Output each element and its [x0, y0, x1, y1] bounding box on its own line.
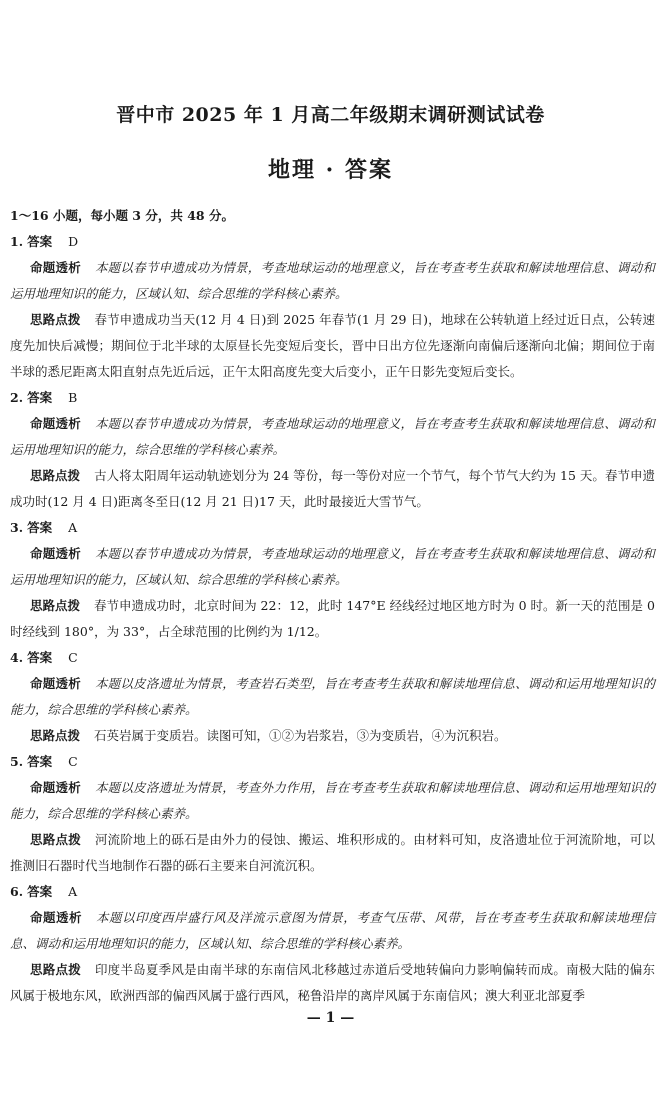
- question-list: [10, 229, 655, 1009]
- answer-option: D: [68, 234, 79, 249]
- hint-label: 思路点拨: [30, 312, 81, 327]
- hint-block: [10, 827, 655, 879]
- answer-label: 答案: [27, 234, 53, 249]
- answer-label: 答案: [27, 754, 53, 769]
- hint-text: 河流阶地上的砾石是由外力的侵蚀、搬运、堆积形成的。由材料可知，皮洛遗址位于河流阶地，可以推测旧石器时代当地制作石器的砾石主要来自河流沉积。: [10, 832, 655, 873]
- hint-text: 春节申遗成功当天(12 月 4 日)到 2025 年春节(1 月 29 日)，地球在公转轨道上经过近日点，公转速度先加快后减慢；期间位于北半球的太原昼长先变短后变长，晋中日出方位先逐渐向南偏后逐渐向北偏；期间位于南半球的悉尼距离太阳直射点先近后远，正午太阳高度先变大后变小，正午日影先变短后变长。: [10, 312, 655, 379]
- analysis-label: 命题透析: [30, 260, 81, 275]
- answer-line: [10, 645, 655, 671]
- analysis-text: 本题以皮洛遗址为情景，考查岩石类型，旨在考查考生获取和解读地理信息、调动和运用地理知识的能力，综合思维的学科核心素养。: [10, 676, 655, 717]
- hint-label: 思路点拨: [30, 468, 81, 483]
- answer-label: 答案: [27, 520, 53, 535]
- answer-line: [10, 879, 655, 905]
- answer-line: [10, 515, 655, 541]
- answer-line: [10, 229, 655, 255]
- hint-block: [10, 463, 655, 515]
- hint-label: 思路点拨: [30, 598, 81, 613]
- answer-label: 答案: [27, 650, 53, 665]
- answer-option: A: [68, 520, 78, 535]
- question-number: 4.: [10, 650, 24, 665]
- hint-text: 古人将太阳周年运动轨迹划分为 24 等份，每一等份对应一个节气，每个节气大约为 15 天。春节申遗成功时(12 月 4 日)距离冬至日(12 月 21 日)17 天，此时最接近大雪节气。: [10, 468, 655, 509]
- answer-option: A: [68, 884, 78, 899]
- answer-label: 答案: [27, 390, 53, 405]
- question-item: [10, 879, 655, 1009]
- question-item: [10, 749, 655, 879]
- question-item: [10, 229, 655, 385]
- analysis-label: 命题透析: [30, 416, 81, 431]
- hint-text: 春节申遗成功时，北京时间为 22：12，此时 147°E 经线经过地区地方时为 0 时。新一天的范围是 0 时经线到 180°，为 33°，占全球范围的比例约为 1/12。: [10, 598, 655, 639]
- analysis-label: 命题透析: [30, 910, 83, 925]
- analysis-label: 命题透析: [30, 780, 81, 795]
- answer-option: C: [68, 754, 78, 769]
- question-item: [10, 385, 655, 515]
- page-subtitle: 地理 · 答案: [268, 157, 393, 183]
- question-number: 3.: [10, 520, 24, 535]
- question-item: [10, 645, 655, 749]
- hint-block: [10, 957, 655, 1009]
- hint-label: 思路点拨: [30, 728, 81, 743]
- hint-label: 思路点拨: [30, 962, 81, 977]
- analysis-label: 命题透析: [30, 676, 81, 691]
- hint-label: 思路点拨: [30, 832, 81, 847]
- analysis-text: 本题以皮洛遗址为情景，考查外力作用，旨在考查考生获取和解读地理信息、调动和运用地理知识的能力，综合思维的学科核心素养。: [10, 780, 655, 821]
- answer-option: B: [68, 390, 78, 405]
- hint-block: [10, 307, 655, 385]
- answer-label: 答案: [27, 884, 53, 899]
- question-number: 6.: [10, 884, 24, 899]
- analysis-label: 命题透析: [30, 546, 81, 561]
- answer-content: [10, 203, 655, 1009]
- analysis-text: 本题以春节申遗成功为情景，考查地球运动的地理意义，旨在考查考生获取和解读地理信息、调动和运用地理知识的能力，区域认知、综合思维的学科核心素养。: [10, 260, 655, 301]
- question-number: 1.: [10, 234, 24, 249]
- answer-option: C: [68, 650, 78, 665]
- hint-block: [10, 593, 655, 645]
- question-number: 5.: [10, 754, 24, 769]
- question-item: [10, 515, 655, 645]
- analysis-block: [10, 671, 655, 723]
- page-number: — 1 —: [306, 1010, 355, 1026]
- answer-line: [10, 385, 655, 411]
- page-title: 晋中市 2025 年 1 月高二年级期末调研测试试卷: [116, 104, 545, 126]
- answer-line: [10, 749, 655, 775]
- analysis-block: [10, 411, 655, 463]
- hint-text: 石英岩属于变质岩。读图可知，①②为岩浆岩，③为变质岩，④为沉积岩。: [94, 728, 507, 743]
- hint-text: 印度半岛夏季风是由南半球的东南信风北移越过赤道后受地转偏向力影响偏转而成。南极大陆的偏东风属于极地东风，欧洲西部的偏西风属于盛行西风，秘鲁沿岸的离岸风属于东南信风；澳大利亚北部夏季: [10, 962, 655, 1003]
- analysis-block: [10, 905, 655, 957]
- analysis-text: 本题以春节申遗成功为情景，考查地球运动的地理意义，旨在考查考生获取和解读地理信息、调动和运用地理知识的能力，综合思维的学科核心素养。: [10, 416, 655, 457]
- analysis-block: [10, 775, 655, 827]
- analysis-block: [10, 255, 655, 307]
- section-intro: 1～16 小题，每小题 3 分，共 48 分。: [10, 208, 234, 223]
- analysis-text: 本题以春节申遗成功为情景，考查地球运动的地理意义，旨在考查考生获取和解读地理信息、调动和运用地理知识的能力，区域认知、综合思维的学科核心素养。: [10, 546, 655, 587]
- hint-block: [10, 723, 655, 749]
- question-number: 2.: [10, 390, 24, 405]
- analysis-block: [10, 541, 655, 593]
- analysis-text: 本题以印度西岸盛行风及洋流示意图为情景，考查气压带、风带，旨在考查考生获取和解读地理信息、调动和运用地理知识的能力，区域认知、综合思维的学科核心素养。: [10, 910, 655, 951]
